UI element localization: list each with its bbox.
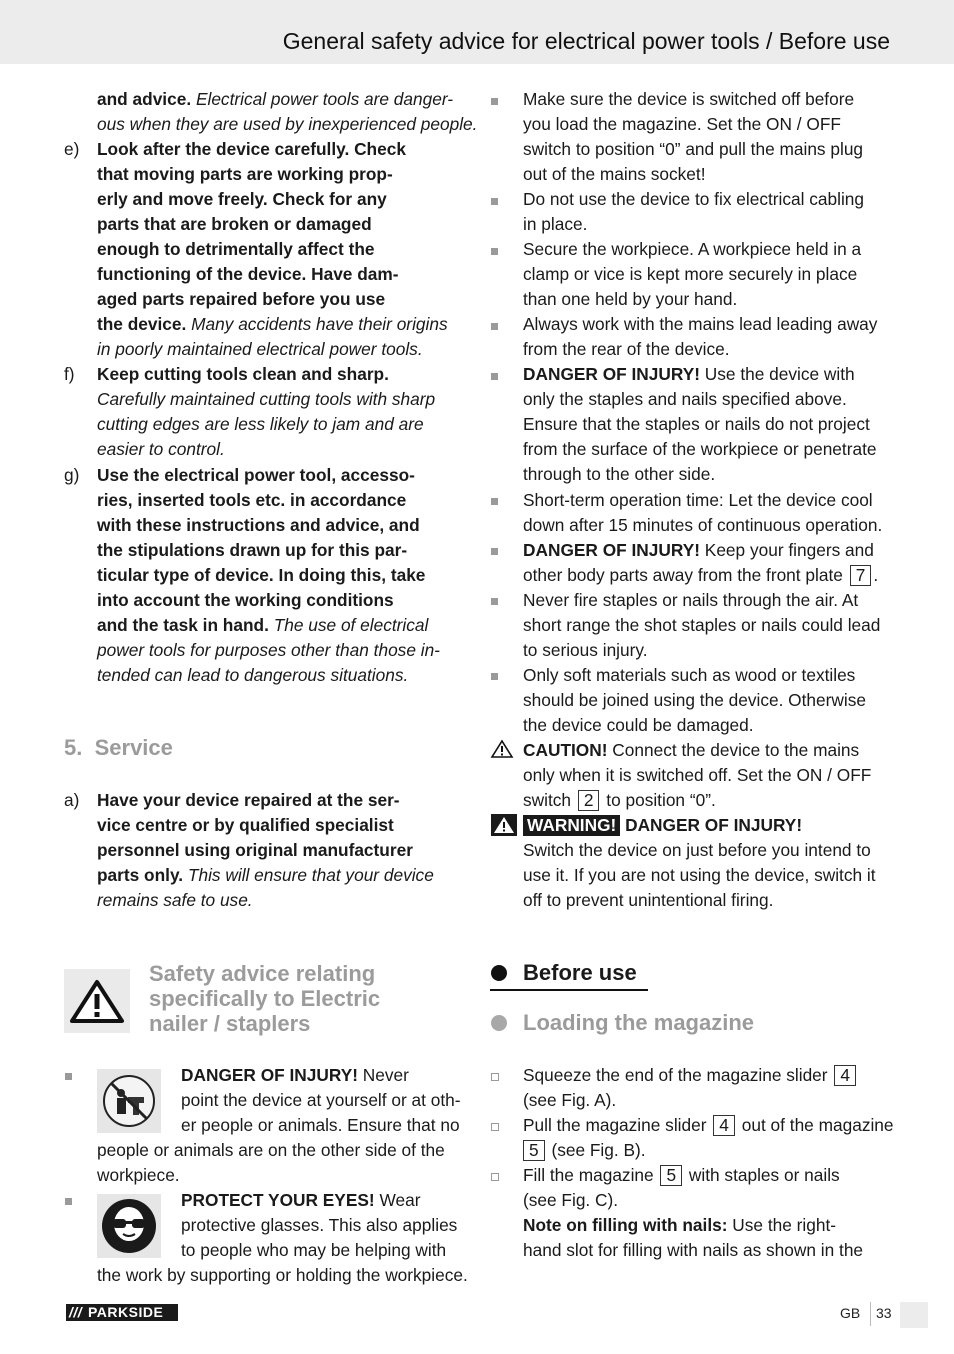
bullet-square-icon [491,498,498,505]
no-pointing-at-people-icon [97,1069,161,1133]
nailer-heading-line: specifically to Electric [149,986,381,1011]
item-g-line: ries, inserted tools etc. in accordance [97,490,407,510]
right-bullet-line: in place. [523,214,588,234]
item-e-line: enough to detrimentally affect the [97,239,375,259]
item-g-line: into account the working conditions [97,590,394,610]
item-f-line: Carefully maintained cutting tools with sharp [97,389,436,409]
ref-box: 5 [523,1140,545,1161]
right-bullet-line: down after 15 minutes of continuous operation. [523,515,883,535]
bullet-square-icon [491,323,498,330]
item-f-line: easier to control. [97,439,225,459]
item-a-line: Have your device repaired at the ser- [97,790,400,810]
bullet-square-icon [491,98,498,105]
bullet-2-line: protective glasses. This also applies [181,1215,458,1235]
right-bullet-line: DANGER OF INJURY! Use the device with [523,364,855,384]
item-g-line: with these instructions and advice, and [97,515,420,535]
loading-heading: Loading the magazine [523,1010,755,1035]
ref-box: 7 [850,565,872,586]
step-line: (see Fig. A). [523,1090,617,1110]
item-a-line: personnel using original manufacturer [97,840,413,860]
step-line: hand slot for filling with nails as shown in the [523,1240,864,1260]
intro-line-2: ous when they are used by inexperienced people. [97,114,478,134]
bullet-square-icon [491,373,498,380]
item-e-line: in poorly maintained electrical power tools. [97,339,423,359]
item-g-line: ticular type of device. In doing this, take [97,565,426,585]
item-f-line: cutting edges are less likely to jam and are [97,414,424,434]
item-g-line: the stipulations drawn up for this par- [97,540,408,560]
step-line: 5 (see Fig. B). [523,1138,646,1163]
bullet-square-icon [65,1198,72,1205]
bullet-square-icon [491,198,498,205]
step-line: (see Fig. C). [523,1190,619,1210]
item-label-f: f) [64,364,75,384]
item-g-line: Use the electrical power tool, accesso- [97,465,415,485]
bullet-2-line: to people who may be helping with [181,1240,447,1260]
right-bullet-line: Never fire staples or nails through the air. At [523,590,859,610]
bullet-1-line: DANGER OF INJURY! Never [181,1065,409,1085]
item-f-line: Keep cutting tools clean and sharp. [97,364,389,384]
right-bullet-line: you load the magazine. Set the ON / OFF [523,114,841,134]
heading-underline [490,989,648,991]
warning-filled-icon [491,814,517,836]
bullet-square-icon [491,598,498,605]
right-bullet-line: from the surface of the workpiece or penetrate [523,439,877,459]
page-header [0,0,954,64]
item-e-line: parts that are broken or damaged [97,214,372,234]
bullet-square-icon [491,548,498,555]
right-bullet-line: switch to position “0” and pull the mains plug [523,139,864,159]
right-bullet-line: Only soft materials such as wood or textiles [523,665,856,685]
right-bullet-line: from the rear of the device. [523,339,730,359]
parkside-logo: /// PARKSIDE [66,1304,178,1321]
bullet-square-icon [491,248,498,255]
step-line: Note on filling with nails: Use the right- [523,1215,837,1235]
item-e-line: that moving parts are working prop- [97,164,393,184]
item-e-line: aged parts repaired before you use [97,289,386,309]
right-bullet-line: Always work with the mains lead leading away [523,314,878,334]
bullet-square-icon [491,673,498,680]
warning-line: WARNING! DANGER OF INJURY! [523,813,802,838]
warning-badge: WARNING! [523,815,620,836]
page-number: 33 [876,1305,892,1321]
warning-line: off to prevent unintentional firing. [523,890,774,910]
service-heading: 5. Service [64,735,173,760]
right-bullet-line: Short-term operation time: Let the device cool [523,490,873,510]
item-e-line: functioning of the device. Have dam- [97,264,399,284]
right-bullet-line: should be joined using the device. Otherwise [523,690,866,710]
right-bullet-line: only the staples and nails specified above. [523,389,847,409]
right-bullet-line: Ensure that the staples or nails do not project [523,414,870,434]
item-g-line: power tools for purposes other than those in- [97,640,440,660]
step-line: Pull the magazine slider 4 out of the magazine [523,1115,894,1135]
bullet-2-line: PROTECT YOUR EYES! Wear [181,1190,421,1210]
nailer-heading-line: Safety advice relating [149,961,376,986]
language-code: GB [840,1305,861,1321]
step-checkbox-icon [491,1173,499,1181]
item-e-line: Look after the device carefully. Check [97,139,406,159]
bullet-1-line: workpiece. [97,1165,180,1185]
right-bullet-line: than one held by your hand. [523,289,738,309]
right-bullet-line: clamp or vice is kept more securely in place [523,264,858,284]
bullet-dot-icon [491,1015,507,1031]
bullet-dot-icon [491,965,507,981]
caution-triangle-icon [490,739,514,764]
step-line: Fill the magazine 5 with staples or nails [523,1165,840,1185]
right-bullet-line: Do not use the device to fix electrical cabling [523,189,865,209]
bullet-1-line: er people or animals. Ensure that no [181,1115,460,1135]
caution-line: only when it is switched off. Set the ON / OFF [523,765,872,785]
bullet-1-line: people or animals are on the other side of the [97,1140,445,1160]
ref-box: 5 [660,1165,682,1186]
right-bullet-line: the device could be damaged. [523,715,754,735]
ref-box: 4 [713,1115,735,1136]
item-g-line: and the task in hand. The use of electrical [97,615,429,635]
right-bullet-line: to serious injury. [523,640,648,660]
item-e-line: the device. Many accidents have their origins [97,314,448,334]
step-line: Squeeze the end of the magazine slider 4 [523,1063,858,1088]
caution-line: switch 2 to position “0”. [523,790,716,810]
bullet-square-icon [65,1073,72,1080]
warning-line: Switch the device on just before you intend to [523,840,871,860]
footer-divider [870,1302,871,1326]
eye-protection-icon [97,1194,161,1258]
step-checkbox-icon [491,1123,499,1131]
intro-line-1: and advice. Electrical power tools are danger- [97,89,454,109]
nailer-heading-line: nailer / staplers [149,1011,311,1036]
caution-line: CAUTION! Connect the device to the mains [523,740,860,760]
item-label-g: g) [64,465,80,485]
item-a-line: remains safe to use. [97,890,253,910]
ref-box: 2 [578,790,600,811]
right-bullet-line: DANGER OF INJURY! Keep your fingers and [523,540,874,560]
ref-box: 4 [834,1065,856,1086]
bullet-2-line: the work by supporting or holding the workpiece. [97,1265,468,1285]
bullet-1-line: point the device at yourself or at oth- [181,1090,461,1110]
right-bullet-line: Secure the workpiece. A workpiece held in a [523,239,862,259]
item-e-line: erly and move freely. Check for any [97,189,387,209]
right-bullet-line: Make sure the device is switched off before [523,89,855,109]
item-a-line: vice centre or by qualified specialist [97,815,394,835]
right-bullet-line: other body parts away from the front plate 7 . [523,565,879,585]
before-use-heading: Before use [523,960,637,985]
item-g-line: tended can lead to dangerous situations. [97,665,409,685]
item-label-a: a) [64,790,80,810]
item-a-line: parts only. This will ensure that your device [97,865,434,885]
page-title: General safety advice for electrical power tools / Before use [282,28,890,54]
item-label-e: e) [64,139,80,159]
warning-triangle-icon [64,969,130,1033]
right-bullet-line: through to the other side. [523,464,716,484]
step-checkbox-icon [491,1073,499,1081]
right-bullet-line: short range the shot staples or nails could lead [523,615,881,635]
warning-line: use it. If you are not using the device, switch it [523,865,876,885]
footer-tab [900,1302,928,1328]
right-bullet-line: out of the mains socket! [523,164,706,184]
